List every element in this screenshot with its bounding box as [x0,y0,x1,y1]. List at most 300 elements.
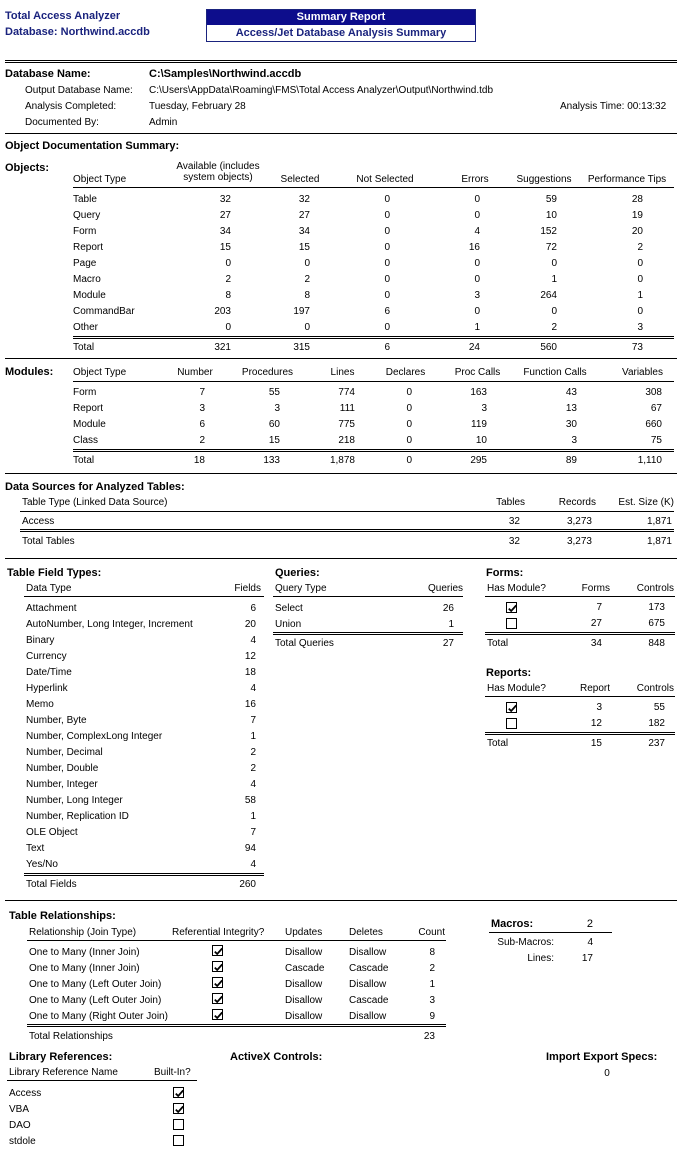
library-name-label: DAO [9,1120,31,1131]
table-cell: 182 [648,718,665,729]
table-cell: 173 [648,602,665,613]
col-updates: Updates [285,927,323,938]
activex-title: ActiveX Controls: [230,1051,323,1063]
relationship-type-label: One to Many (Left Outer Join) [29,979,162,990]
col-header: Function Calls [523,367,587,378]
table-cell: Cascade [349,995,389,1006]
table-cell: 1,871 [646,516,672,527]
table-cell: 1 [637,290,643,301]
table-cell: 0 [384,322,390,333]
table-cell: 264 [540,290,557,301]
check-icon [213,962,224,973]
table-rule [273,632,463,635]
has-module-checkbox [506,602,517,613]
table-cell: 7 [199,387,205,398]
table-cell: 218 [338,435,355,446]
import-export-value: 0 [604,1068,610,1079]
table-cell: 6 [199,419,205,430]
check-icon [213,1010,224,1021]
table-cell: 0 [225,322,231,333]
table-cell: 2 [304,274,310,285]
table-cell: 7 [596,602,602,613]
data-type-label: OLE Object [26,827,78,838]
table-cell: 0 [551,258,557,269]
db-name-value: C:\Samples\Northwind.accdb [149,68,302,80]
table-cell: 197 [293,306,310,317]
completed-value: Tuesday, February 28 [149,101,246,112]
total-cell: 1,871 [646,536,672,547]
sub-macros-value: 4 [587,937,593,948]
col-errors: Errors [461,174,489,185]
table-cell: 3 [274,403,280,414]
divider [489,932,612,933]
table-cell: Cascade [285,963,325,974]
table-cell: 1 [551,274,557,285]
table-cell: 67 [650,403,662,414]
table-cell: 1 [250,731,256,742]
reports-title: Reports: [486,667,532,679]
divider [5,473,677,474]
analysis-time: Analysis Time: 00:13:32 [560,101,667,112]
module-type-label: Form [73,387,97,398]
output-value: C:\Users\AppData\Roaming\FMS\Total Access Analyzer\Output\Northwind.tdb [149,85,494,96]
modules-label: Modules: [5,366,54,378]
table-cell: 13 [565,403,577,414]
table-cell: 0 [406,435,412,446]
table-cell: 308 [645,387,662,398]
col-deletes: Deletes [349,927,383,938]
col-referential-integrity: Referential Integrity? [172,927,265,938]
data-type-label: Yes/No [26,859,58,870]
check-icon [213,978,224,989]
object-type-label: Module [73,290,106,301]
data-type-label: Binary [26,635,55,646]
col-has-module: Has Module? [487,583,546,594]
table-cell: 9 [429,1011,435,1022]
has-module-checkbox [506,702,517,713]
total-cell: 27 [442,638,454,649]
table-cell: Cascade [349,963,389,974]
total-label: Total Fields [26,879,77,890]
table-cell: 3 [199,403,205,414]
table-cell: 0 [474,306,480,317]
library-name-label: VBA [9,1104,30,1115]
table-cell: 72 [545,242,557,253]
referential-integrity-checkbox [212,993,223,1004]
divider [5,60,677,63]
table-cell: 0 [474,210,480,221]
total-cell: 24 [468,342,480,353]
documented-value: Admin [149,117,178,128]
table-cell: 18 [244,667,256,678]
col-library-name: Library Reference Name [9,1067,118,1078]
table-cell: 60 [268,419,280,430]
table-cell: 3 [571,435,577,446]
col-header: Object Type [73,367,127,378]
total-cell: 3,273 [566,536,592,547]
total-label: Total Tables [22,536,75,547]
relationship-type-label: One to Many (Left Outer Join) [29,995,162,1006]
table-rule [20,511,674,512]
table-cell: 0 [384,226,390,237]
total-cell: 560 [540,342,557,353]
built-in-checkbox [173,1135,184,1146]
data-type-label: Number, ComplexLong Integer [26,731,163,742]
table-cell: 2 [225,274,231,285]
total-cell: 295 [470,455,487,466]
total-label: Total [73,342,95,353]
table-rule [73,187,674,188]
output-label: Output Database Name: [25,85,133,96]
table-cell: 4 [250,859,256,870]
col-performance-tips: Performance Tips [587,174,667,185]
col-selected: Selected [280,174,320,185]
table-cell: 0 [384,194,390,205]
col-tables: Tables [496,497,525,508]
table-cell: 15 [268,435,280,446]
total-label: Total Relationships [29,1031,113,1042]
table-cell: 0 [474,258,480,269]
queries-title: Queries: [275,567,320,579]
table-cell: 0 [225,258,231,269]
objects-label: Objects: [5,162,50,174]
table-cell: 43 [565,387,577,398]
table-cell: 0 [474,274,480,285]
object-type-label: Macro [73,274,101,285]
table-cell: 2 [637,242,643,253]
col-header: Number [177,367,213,378]
col-not-selected: Not Selected [356,174,414,185]
col-has-module: Has Module? [487,683,546,694]
table-cell: 775 [338,419,355,430]
lines-label: Lines: [527,953,554,964]
table-cell: 2 [199,435,205,446]
table-cell: 0 [406,387,412,398]
check-icon [507,603,518,614]
table-rule [273,596,463,597]
data-type-label: Memo [26,699,54,710]
table-rule [24,596,264,597]
table-cell: 0 [637,274,643,285]
table-cell: 8 [429,947,435,958]
has-module-checkbox [506,618,517,629]
library-name-label: Access [9,1088,42,1099]
table-cell: 0 [551,306,557,317]
table-rule [485,596,675,597]
library-title: Library References: [9,1051,113,1063]
table-cell: 1 [448,619,454,630]
col-count: Forms [581,583,610,594]
table-cell: 0 [384,258,390,269]
total-cell: 315 [293,342,310,353]
table-cell: Disallow [349,947,387,958]
object-type-label: Query [73,210,101,221]
col-object-type: Object Type [73,174,127,185]
table-cell: 111 [339,403,355,414]
data-type-label: Text [26,843,45,854]
total-cell: 32 [508,536,520,547]
data-type-label: Attachment [26,603,77,614]
col-built-in: Built-In? [154,1067,191,1078]
relationships-title: Table Relationships: [9,910,116,922]
table-cell: 20 [244,619,256,630]
table-cell: 0 [474,194,480,205]
relationship-type-label: One to Many (Inner Join) [29,947,140,958]
col-table-type: Table Type (Linked Data Source) [22,497,168,508]
table-cell: 0 [384,274,390,285]
table-cell: 27 [590,618,602,629]
object-summary-title: Object Documentation Summary: [5,140,180,152]
col-est-size: Est. Size (K) [618,497,674,508]
app-title: Total Access Analyzer [5,10,121,22]
table-cell: 3 [429,995,435,1006]
col-fields: Fields [234,583,261,594]
data-type-label: Currency [26,651,67,662]
col-query-type: Query Type [275,583,327,594]
table-cell: Disallow [349,1011,387,1022]
table-cell: 774 [338,387,355,398]
check-icon [507,703,518,714]
table-cell: 660 [645,419,662,430]
table-cell: 1 [250,811,256,822]
database-line: Database: Northwind.accdb [5,26,150,38]
relationship-type-label: One to Many (Right Outer Join) [29,1011,168,1022]
table-cell: 26 [442,603,454,614]
divider [5,358,677,359]
check-icon [213,994,224,1005]
data-type-label: Number, Long Integer [26,795,123,806]
total-cell: 133 [263,455,280,466]
col-controls: Controls [636,683,674,694]
table-cell: 163 [470,387,487,398]
table-cell: 34 [298,226,310,237]
table-cell: Disallow [285,1011,323,1022]
table-rule [485,696,675,697]
library-name-label: stdole [9,1136,36,1147]
table-cell: 0 [304,258,310,269]
table-cell: 2 [250,747,256,758]
table-cell: 8 [225,290,231,301]
total-label: Total [487,638,509,649]
table-cell: 3 [481,403,487,414]
col-count: Count [418,927,445,938]
table-cell: 27 [219,210,231,221]
total-cell: 1,110 [637,455,662,466]
completed-label: Analysis Completed: [25,101,117,112]
table-cell: 34 [219,226,231,237]
table-rule [73,336,674,339]
col-header: Proc Calls [454,367,501,378]
query-type-label: Union [275,619,302,630]
table-cell: 27 [298,210,310,221]
total-cell: 6 [384,342,390,353]
data-type-label: Number, Decimal [26,747,103,758]
report-title: Summary Report [207,10,475,25]
table-cell: 2 [429,963,435,974]
total-cell: 15 [590,738,602,749]
table-cell: 675 [648,618,665,629]
table-rule [20,529,674,532]
divider [5,558,677,559]
table-rule [27,940,446,941]
built-in-checkbox [173,1087,184,1098]
forms-title: Forms: [486,567,524,579]
table-cell: 4 [250,635,256,646]
data-type-label: Number, Replication ID [26,811,129,822]
total-label: Total [487,738,509,749]
table-cell: 0 [637,306,643,317]
total-cell: 34 [590,638,602,649]
table-cell: Disallow [285,979,323,990]
table-cell: 19 [631,210,643,221]
table-cell: 1 [474,322,480,333]
total-cell: 1,878 [329,455,355,466]
table-cell: 12 [244,651,256,662]
sub-macros-label: Sub-Macros: [497,937,554,948]
data-type-label: Date/Time [26,667,72,678]
table-cell: 12 [590,718,602,729]
table-cell: 28 [631,194,643,205]
col-header: Variables [622,367,663,378]
query-type-label: Select [275,603,303,614]
col-header: Procedures [241,367,294,378]
total-cell: 89 [565,455,577,466]
total-cell: 321 [214,342,231,353]
data-type-label: Number, Byte [26,715,87,726]
total-label: Total [73,455,95,466]
data-source-label: Access [22,516,55,527]
table-cell: 32 [508,516,520,527]
check-icon [174,1104,185,1115]
table-cell: 10 [545,210,557,221]
col-available: Available (includes system objects) [176,161,260,183]
table-cell: 0 [406,419,412,430]
has-module-checkbox [506,718,517,729]
table-cell: Disallow [285,995,323,1006]
table-cell: 75 [650,435,662,446]
col-header: Lines [330,367,355,378]
object-type-label: Table [73,194,97,205]
relationship-type-label: One to Many (Inner Join) [29,963,140,974]
table-cell: 203 [214,306,231,317]
total-cell: 73 [631,342,643,353]
divider [5,900,677,901]
col-controls: Controls [636,583,674,594]
col-data-type: Data Type [26,583,72,594]
total-cell: 260 [239,879,256,890]
table-cell: 3 [474,290,480,301]
col-records: Records [558,497,596,508]
table-cell: 32 [219,194,231,205]
table-cell: 3 [596,702,602,713]
table-cell: 4 [250,779,256,790]
total-cell: 237 [648,738,665,749]
table-cell: 16 [244,699,256,710]
table-cell: 3,273 [566,516,592,527]
import-export-title: Import Export Specs: [546,1051,658,1063]
table-cell: 16 [468,242,480,253]
module-type-label: Class [73,435,99,446]
field-types-title: Table Field Types: [7,567,102,579]
table-rule [73,381,674,382]
table-cell: 2 [250,763,256,774]
report-title-box [206,9,476,42]
table-cell: 30 [565,419,577,430]
db-name-label: Database Name: [5,68,91,80]
total-cell: 23 [423,1031,435,1042]
module-type-label: Report [73,403,104,414]
table-cell: 0 [384,290,390,301]
table-cell: 58 [244,795,256,806]
object-type-label: Report [73,242,104,253]
table-cell: 6 [250,603,256,614]
data-type-label: Number, Double [26,763,99,774]
table-cell: 119 [471,419,487,430]
data-sources-title: Data Sources for Analyzed Tables: [5,481,185,493]
check-icon [213,946,224,957]
table-cell: 55 [653,702,665,713]
built-in-checkbox [173,1103,184,1114]
col-relationship: Relationship (Join Type) [29,927,137,938]
col-queries: Queries [427,583,463,594]
table-cell: 15 [298,242,310,253]
table-cell: 2 [551,322,557,333]
referential-integrity-checkbox [212,961,223,972]
table-cell: 4 [250,683,256,694]
macros-value: 2 [586,918,593,930]
table-rule [485,632,675,635]
table-cell: 4 [474,226,480,237]
table-cell: 94 [244,843,256,854]
table-rule [24,873,264,876]
table-cell: 10 [475,435,487,446]
table-cell: 6 [384,306,390,317]
table-cell: 0 [304,322,310,333]
built-in-checkbox [173,1119,184,1130]
object-type-label: Form [73,226,97,237]
table-cell: 20 [631,226,643,237]
referential-integrity-checkbox [212,977,223,988]
table-cell: 0 [384,210,390,221]
table-rule [73,449,674,452]
check-icon [174,1088,185,1099]
table-cell: 0 [384,242,390,253]
macros-label: Macros: [491,918,534,930]
object-type-label: CommandBar [73,306,135,317]
object-type-label: Other [73,322,99,333]
lines-value: 17 [581,953,593,964]
report-subtitle: Access/Jet Database Analysis Summary [235,27,447,39]
total-cell: 848 [648,638,665,649]
table-cell: 8 [304,290,310,301]
data-type-label: Hyperlink [26,683,68,694]
col-count: Report [579,683,610,694]
table-rule [7,1080,197,1081]
table-rule [27,1024,446,1027]
table-cell: 55 [268,387,280,398]
total-label: Total Queries [275,638,334,649]
col-header: Declares [385,367,426,378]
table-cell: 0 [637,258,643,269]
table-cell: 59 [545,194,557,205]
documented-label: Documented By: [25,117,99,128]
table-cell: 15 [219,242,231,253]
divider [5,133,677,134]
referential-integrity-checkbox [212,945,223,956]
table-rule [485,732,675,735]
table-cell: 7 [250,827,256,838]
table-cell: 0 [406,403,412,414]
